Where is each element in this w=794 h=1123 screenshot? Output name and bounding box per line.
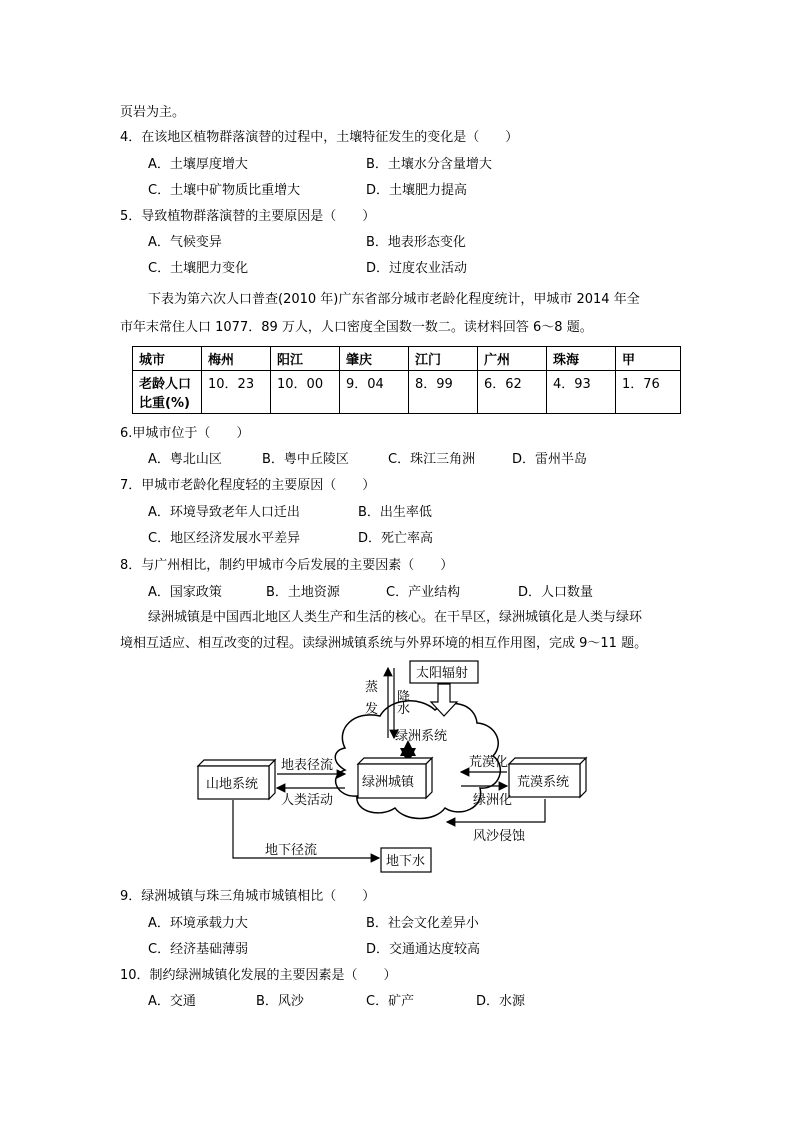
surface-runoff-label: 地表径流 [281, 758, 334, 773]
q7-option-b: B．出生率低 [358, 505, 432, 520]
q9-stem: 9．绿洲城镇与珠三角城市城镇相比（ ） [120, 889, 376, 904]
wind-erosion-label: 风沙侵蚀 [473, 829, 526, 844]
q4-option-a: A．土壤厚度增大 [148, 157, 248, 172]
q10-stem: 10．制约绿洲城镇化发展的主要因素是（ ） [120, 968, 397, 983]
q7-option-c: C．地区经济发展水平差异 [148, 531, 301, 546]
desert-system-label: 荒漠系统 [517, 775, 570, 790]
q9-option-a: A．环境承载力大 [148, 916, 248, 931]
table-city: 江门 [409, 347, 478, 371]
groundwater-label: 地下水 [386, 854, 426, 869]
table-city: 广州 [478, 347, 547, 371]
passage1-line1: 下表为第六次人口普查(2010 年)广东省部分城市老龄化程度统计，甲城市 2014 年全 [148, 292, 640, 307]
table-value: 8．99 [409, 371, 478, 414]
table-value: 4．93 [547, 371, 616, 414]
q7-option-a: A．环境导致老年人口迁出 [148, 505, 300, 520]
q7-stem: 7．甲城市老龄化程度轻的主要原因（ ） [120, 478, 376, 493]
q6-stem: 6.甲城市位于（ ） [120, 426, 250, 441]
mountain-system-label: 山地系统 [206, 777, 259, 792]
q5-option-b: B．地表形态变化 [366, 235, 466, 250]
q6-option-a: A．粤北山区 [148, 452, 222, 467]
oasisization-label: 绿洲化 [473, 793, 513, 808]
table-value: 10．00 [271, 371, 340, 414]
q9-option-d: D．交通通达度较高 [366, 942, 481, 957]
evaporation-char-1: 蒸 [365, 680, 379, 695]
precipitation-char-1: 降 [397, 690, 411, 705]
precipitation-char-2: 水 [397, 702, 411, 717]
q6-option-d: D．雷州半岛 [512, 452, 588, 467]
passage2-line1: 绿洲城镇是中国西北地区人类生产和生活的核心。在干旱区，绿洲城镇化是人类与绿环 [148, 610, 643, 625]
q7-option-d: D．死亡率高 [358, 531, 434, 546]
q5-option-d: D．过度农业活动 [366, 261, 468, 276]
q4-option-d: D．土壤肥力提高 [366, 183, 468, 198]
underground-runoff-label: 地下径流 [265, 843, 318, 858]
q8-option-a: A．国家政策 [148, 585, 222, 600]
oasis-system-label: 绿洲系统 [395, 729, 448, 744]
q5-option-a: A．气候变异 [148, 235, 222, 250]
q6-option-b: B．粤中丘陵区 [262, 452, 349, 467]
solar-radiation-label: 太阳辐射 [416, 666, 469, 681]
q8-option-c: C．产业结构 [386, 585, 461, 600]
q10-option-b: B．风沙 [256, 994, 304, 1009]
table-city: 阳江 [271, 347, 340, 371]
intro-fragment: 页岩为主。 [120, 105, 186, 120]
table-value: 10．23 [202, 371, 271, 414]
q5-option-c: C．土壤肥力变化 [148, 261, 249, 276]
row-label-line-1: 老龄人口 [139, 377, 192, 392]
q8-option-d: D．人口数量 [518, 585, 594, 600]
table-city: 肇庆 [340, 347, 409, 371]
q4-stem: 4．在该地区植物群落演替的过程中，土壤特征发生的变化是（ ） [120, 130, 519, 145]
human-activity-label: 人类活动 [281, 793, 334, 808]
table-row [133, 371, 681, 414]
table-city: 珠海 [547, 347, 616, 371]
q4-option-c: C．土壤中矿物质比重增大 [148, 183, 301, 198]
table-value: 6．62 [478, 371, 547, 414]
q9-option-b: B．社会文化差异小 [366, 916, 479, 931]
table-city: 甲 [616, 347, 681, 371]
q8-stem: 8．与广州相比，制约甲城市今后发展的主要因素（ ） [120, 558, 454, 573]
evaporation-char-2: 发 [365, 702, 379, 717]
aging-table [132, 346, 681, 414]
q4-option-b: B．土壤水分含量增大 [366, 157, 492, 172]
q10-option-c: C．矿产 [366, 994, 415, 1009]
row-label-line-2: 比重(%) [139, 396, 190, 411]
passage2-line2: 境相互适应、相互改变的过程。读绿洲城镇系统与外界环境的相互作用图，完成 9～11 题。 [120, 636, 648, 651]
q10-option-d: D．水源 [476, 994, 526, 1009]
table-row [133, 347, 681, 371]
q5-stem: 5．导致植物群落演替的主要原因是（ ） [120, 209, 376, 224]
table-value: 1．76 [616, 371, 681, 414]
q6-option-c: C．珠江三角洲 [388, 452, 476, 467]
table-header-label: 城市 [133, 347, 202, 371]
q10-option-a: A．交通 [148, 994, 196, 1009]
table-value: 9．04 [340, 371, 409, 414]
passage1-line2: 市年末常住人口 1077．89 万人，人口密度全国数一数二。读材料回答 6～8 题。 [120, 320, 593, 335]
table-row-label [133, 371, 202, 414]
oasis-interaction-diagram [195, 658, 595, 880]
table-city: 梅州 [202, 347, 271, 371]
q9-option-c: C．经济基础薄弱 [148, 942, 249, 957]
oasis-town-label: 绿洲城镇 [362, 775, 415, 790]
desertification-label: 荒漠化 [469, 755, 509, 770]
q8-option-b: B．土地资源 [266, 585, 340, 600]
